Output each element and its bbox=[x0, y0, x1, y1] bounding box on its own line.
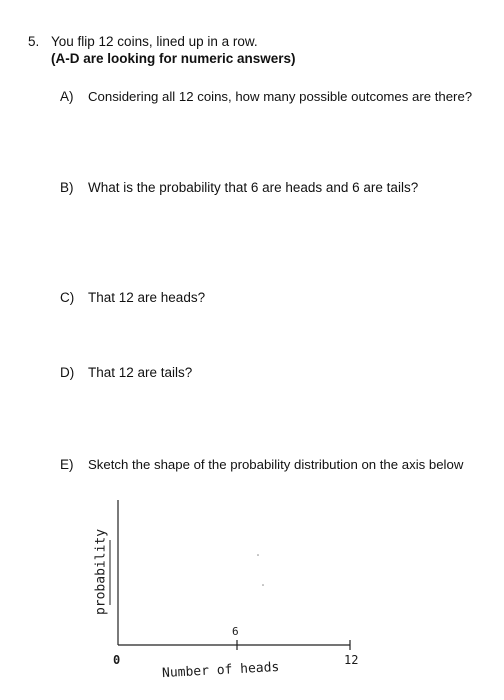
part-e-label: E) bbox=[60, 457, 74, 472]
part-c-question: That 12 are heads? bbox=[88, 290, 206, 305]
problem-instruction: (A-D are looking for numeric answers) bbox=[51, 51, 296, 66]
x-tick-label-6: 6 bbox=[232, 625, 239, 638]
part-c-label: C) bbox=[60, 290, 75, 305]
x-tick-label-12: 12 bbox=[344, 653, 359, 667]
part-b-label: B) bbox=[60, 180, 74, 195]
part-e-question: Sketch the shape of the probability distribution on the axis below bbox=[88, 457, 464, 472]
part-a-question: Considering all 12 coins, how many possible outcomes are there? bbox=[88, 89, 473, 104]
part-d-question: That 12 are tails? bbox=[88, 365, 193, 380]
y-axis-label: probability bbox=[93, 528, 109, 616]
part-d-label: D) bbox=[60, 365, 75, 380]
x-axis-label: Number of heads bbox=[161, 659, 280, 682]
part-a-label: A) bbox=[60, 89, 74, 104]
part-b-question: What is the probability that 6 are heads and 6 are tails? bbox=[88, 180, 419, 195]
stray-mark bbox=[262, 584, 264, 586]
stray-mark bbox=[257, 554, 259, 556]
problem-statement: You flip 12 coins, lined up in a row. bbox=[51, 34, 258, 49]
problem-number: 5. bbox=[28, 34, 40, 49]
x-tick-label-0: 0 bbox=[113, 653, 121, 667]
